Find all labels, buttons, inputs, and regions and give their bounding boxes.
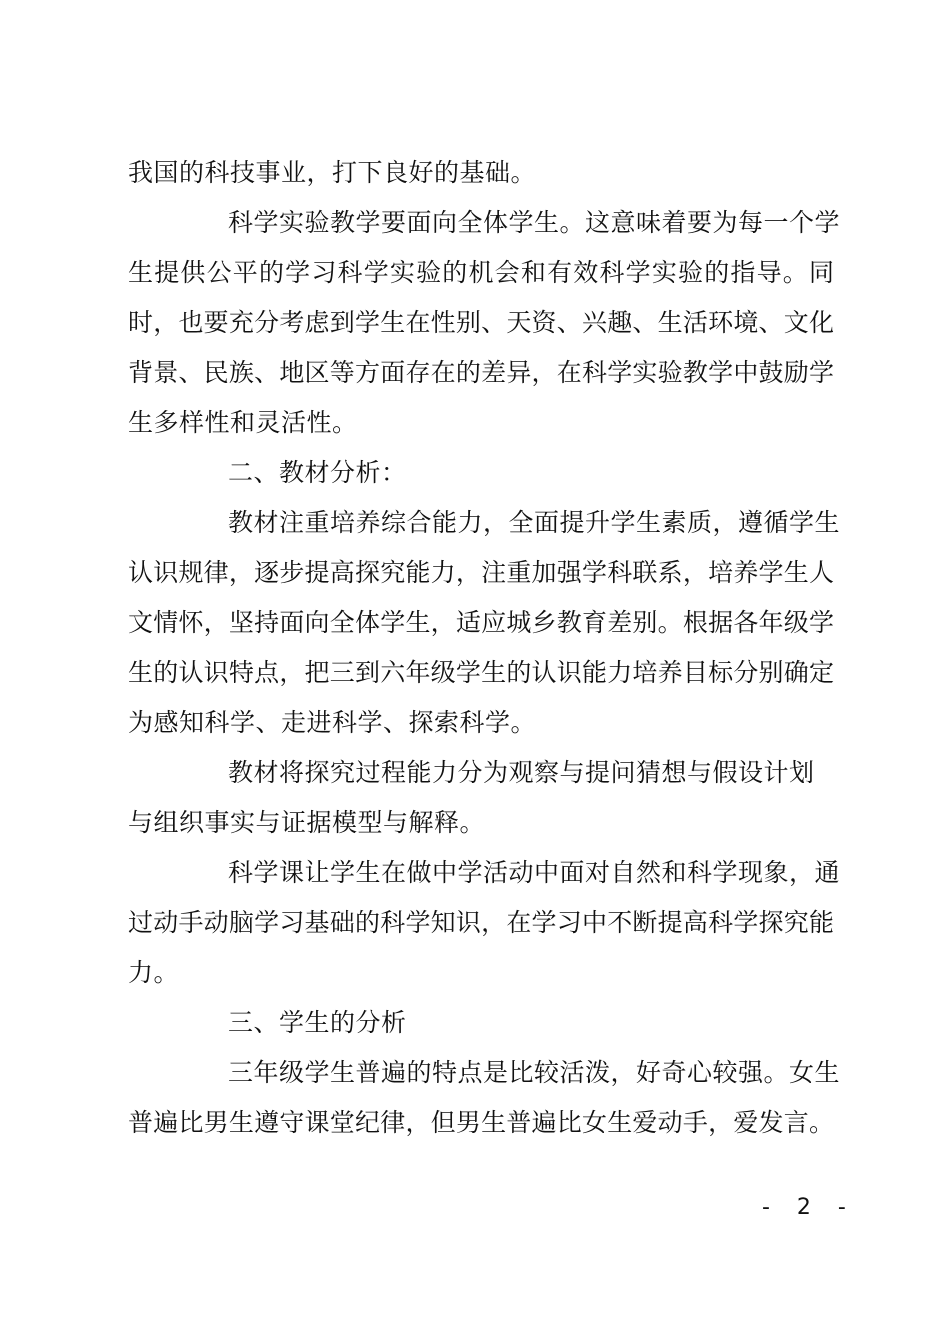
paragraph-line: 科学实验教学要面向全体学生。这意味着要为每一个学 xyxy=(228,208,841,237)
paragraph-line: 时，也要充分考虑到学生在性别、天资、兴趣、生活环境、文化 xyxy=(128,308,834,337)
paragraph-line: 生提供公平的学习科学实验的机会和有效科学实验的指导。同 xyxy=(128,258,834,287)
paragraph-line: 生的认识特点，把三到六年级学生的认识能力培养目标分别确定 xyxy=(128,658,834,687)
section-heading: 三、学生的分析 xyxy=(228,1008,407,1037)
paragraph-line: 认识规律，逐步提高探究能力，注重加强学科联系，培养学生人 xyxy=(128,558,834,587)
paragraph-line: 与组织事实与证据模型与解释。 xyxy=(128,808,486,837)
paragraph-line: 为感知科学、走进科学、探索科学。 xyxy=(128,708,537,737)
page-number: - 2 - xyxy=(762,1195,856,1220)
paragraph-line: 生多样性和灵活性。 xyxy=(128,408,358,437)
paragraph-line: 三年级学生普遍的特点是比较活泼，好奇心较强。女生 xyxy=(228,1058,841,1087)
paragraph-line: 教材注重培养综合能力，全面提升学生素质，遵循学生 xyxy=(228,508,841,537)
paragraph-line: 力。 xyxy=(128,958,180,987)
paragraph-line: 我国的科技事业，打下良好的基础。 xyxy=(128,158,537,187)
paragraph-line: 科学课让学生在做中学活动中面对自然和科学现象，通 xyxy=(228,858,841,887)
paragraph-line: 普遍比男生遵守课堂纪律，但男生普遍比女生爱动手，爱发言。 xyxy=(128,1108,834,1137)
paragraph-line: 过动手动脑学习基础的科学知识，在学习中不断提高科学探究能 xyxy=(128,908,834,937)
paragraph-line: 文情怀，坚持面向全体学生，适应城乡教育差别。根据各年级学 xyxy=(128,608,834,637)
paragraph-line: 教材将探究过程能力分为观察与提问猜想与假设计划 xyxy=(228,758,815,787)
section-heading: 二、教材分析： xyxy=(228,458,407,487)
paragraph-line: 背景、民族、地区等方面存在的差异，在科学实验教学中鼓励学 xyxy=(128,358,834,387)
